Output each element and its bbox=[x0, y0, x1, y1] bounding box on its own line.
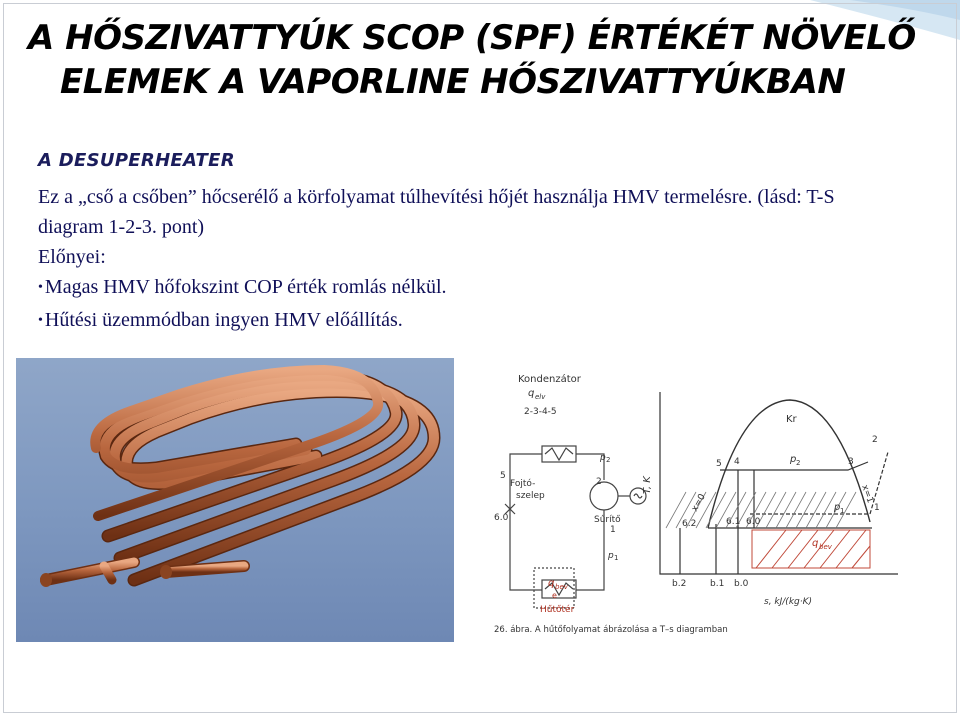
x1-label: x=1 bbox=[859, 483, 875, 505]
subheading: A DESUPERHEATER bbox=[38, 150, 235, 171]
bullet-item-1 bbox=[38, 272, 858, 305]
q-elv-subscript: elv bbox=[535, 393, 546, 401]
x-axis-label: s, kJ/(kg·K) bbox=[764, 597, 813, 607]
ts-point-3: 3 bbox=[848, 457, 854, 467]
bullet-item-2 bbox=[38, 305, 858, 338]
ts-point-6-0: 6.0 bbox=[746, 517, 761, 527]
p1-label: p bbox=[608, 551, 614, 561]
q-elv-label: q bbox=[528, 388, 535, 399]
body-text bbox=[38, 182, 858, 338]
ts-p1-label: p bbox=[834, 502, 841, 513]
condenser-label: Kondenzátor bbox=[518, 374, 581, 385]
ts-point-6-2: 6.2 bbox=[682, 519, 697, 529]
ts-q-bev-label: q bbox=[812, 538, 819, 549]
p1-subscript: 1 bbox=[614, 554, 619, 562]
condenser-points: 2-3-4-5 bbox=[524, 407, 557, 417]
x-tick-b2: b.2 bbox=[672, 579, 687, 589]
description-paragraph: Ez a „cső a csőben” hőcserélő a körfolyamat túlhevítési hőjét használja HMV termelésre. (lásd: T-S diagram 1-2-3. pont) bbox=[38, 186, 835, 238]
node-6-0: 6.0 bbox=[494, 513, 509, 523]
ts-p2-label: p bbox=[790, 454, 797, 465]
y-axis-label: T, K bbox=[642, 476, 653, 494]
title-line-2: ELEMEK A VAPORLINE HŐSZIVATTYÚKBAN bbox=[60, 62, 846, 102]
refrigeration-cycle-diagram bbox=[490, 362, 902, 646]
slide-title bbox=[28, 16, 938, 104]
bullet-text-1: Magas HMV hőfokszint COP érték romlás nélkül. bbox=[44, 276, 447, 298]
q-bev-subscript: bev bbox=[555, 583, 568, 591]
throttle-label-1: Fojtó- bbox=[510, 479, 536, 489]
p2-label: p bbox=[600, 453, 606, 463]
advantages-label: Előnyei: bbox=[38, 246, 106, 268]
ts-point-6-1: 6.1 bbox=[726, 517, 741, 527]
node-2: 2 bbox=[596, 477, 602, 487]
throttle-label-2: szelep bbox=[516, 491, 545, 501]
node-1: 1 bbox=[610, 525, 616, 535]
cold-space-label: Hűtőtér bbox=[540, 605, 575, 615]
node-5: 5 bbox=[500, 471, 506, 481]
bullet-text-2: Hűtési üzemmódban ingyen HMV előállítás. bbox=[44, 309, 403, 331]
compressor-label: Sűrítő bbox=[594, 515, 621, 525]
x0-label: x=0 bbox=[689, 492, 708, 514]
ts-p2-subscript: 2 bbox=[796, 459, 801, 467]
x-tick-b1: b.1 bbox=[710, 579, 725, 589]
p2-subscript: 2 bbox=[606, 456, 611, 464]
diagram-caption: 26. ábra. A hűtőfolyamat ábrázolása a T–s diagramban bbox=[494, 625, 728, 635]
x-tick-b0: b.0 bbox=[734, 579, 749, 589]
ts-point-4: 4 bbox=[734, 457, 740, 467]
ts-p1-subscript: 1 bbox=[840, 507, 845, 515]
ts-point-1: 1 bbox=[874, 503, 880, 513]
q-bev-label: q bbox=[548, 578, 555, 589]
title-line-1: A HŐSZIVATTYÚK SCOP (SPF) ÉRTÉKÉT NÖVELŐ bbox=[28, 18, 916, 58]
coil-heat-exchanger-image bbox=[16, 358, 454, 642]
ts-point-2: 2 bbox=[872, 435, 878, 445]
ts-q-bev-subscript: bev bbox=[819, 543, 832, 551]
critical-point-label: Kr bbox=[786, 414, 797, 425]
ts-point-5: 5 bbox=[716, 459, 722, 469]
e-label: e bbox=[552, 591, 557, 600]
